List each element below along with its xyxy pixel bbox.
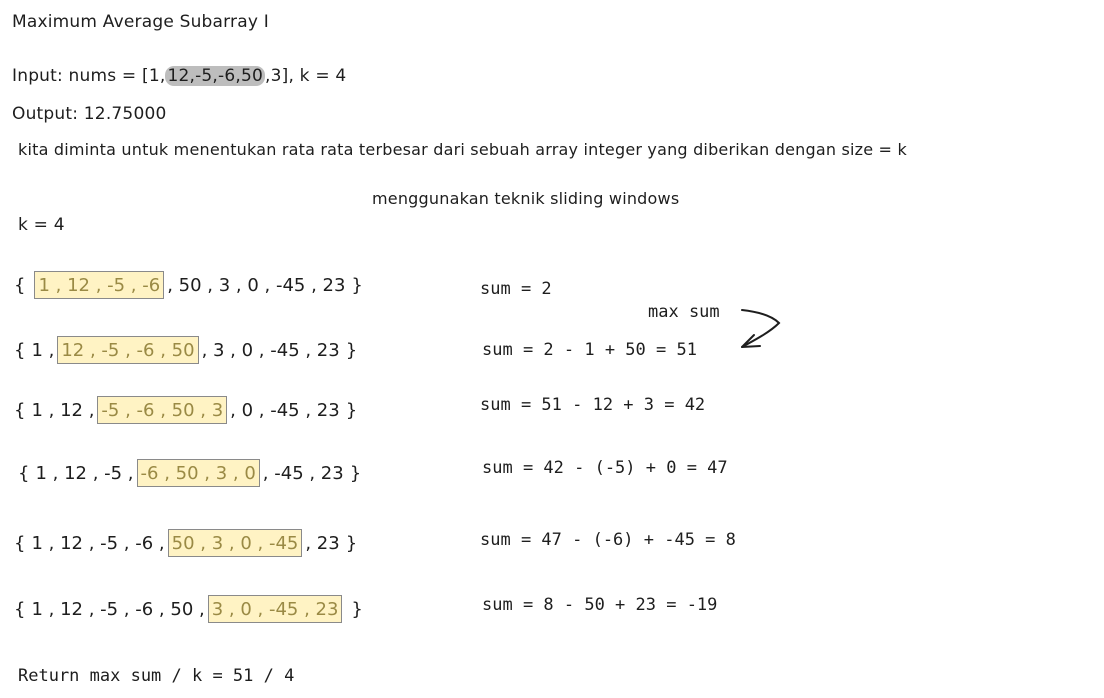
- sum-1: sum = 2: [480, 279, 552, 299]
- row-before: 1 , 12 , -5 , -6 , 50 ,: [31, 598, 205, 620]
- row-after: , 3 , 0 , -45 , 23: [201, 339, 340, 361]
- close-brace: }: [351, 598, 363, 620]
- input-left: 1,: [148, 66, 166, 86]
- sliding-window: 3 , 0 , -45 , 23: [208, 595, 343, 623]
- row-after: , 23: [305, 532, 340, 554]
- row-after: , -45 , 23: [262, 462, 344, 484]
- output-line: Output: 12.75000: [12, 104, 167, 124]
- open-brace: {: [18, 462, 30, 484]
- sliding-window: -5 , -6 , 50 , 3: [97, 396, 227, 424]
- row-before: 1 , 12 ,: [31, 399, 95, 421]
- max-sum-label: max sum: [648, 302, 720, 322]
- close-brace: }: [349, 462, 362, 484]
- description: kita diminta untuk menentukan rata rata terbesar dari sebuah array integer yang diberikan dengan size = k: [18, 140, 907, 159]
- sum-2: sum = 2 - 1 + 50 = 51: [482, 340, 697, 360]
- input-highlight: 12,-5,-6,50: [167, 66, 264, 86]
- sum-6: sum = 8 - 50 + 23 = -19: [482, 595, 718, 615]
- row-after: , 50 , 3 , 0 , -45 , 23: [167, 274, 346, 296]
- close-brace: }: [351, 274, 363, 296]
- close-brace: }: [345, 339, 358, 361]
- open-brace: {: [14, 399, 26, 421]
- close-brace: }: [345, 399, 358, 421]
- open-brace: {: [14, 532, 26, 554]
- sliding-window: 12 , -5 , -6 , 50: [57, 336, 198, 364]
- sliding-window: 50 , 3 , 0 , -45: [168, 529, 303, 557]
- sum-3: sum = 51 - 12 + 3 = 42: [480, 395, 706, 415]
- row-after: , 0 , -45 , 23: [230, 399, 340, 421]
- sliding-window: 1 , 12 , -5 , -6: [34, 271, 164, 299]
- k-label: k = 4: [18, 215, 65, 235]
- row-before: 1 ,: [31, 339, 55, 361]
- open-brace: {: [14, 598, 26, 620]
- row-before: 1 , 12 , -5 ,: [35, 462, 134, 484]
- open-brace: {: [14, 274, 26, 296]
- sum-4: sum = 42 - (-5) + 0 = 47: [482, 458, 728, 478]
- result-line: Return max sum / k = 51 / 4: [18, 666, 295, 686]
- sum-5: sum = 47 - (-6) + -45 = 8: [480, 530, 736, 550]
- input-right: ,3], k = 4: [265, 66, 347, 86]
- input-prefix: Input: nums = [: [12, 66, 149, 86]
- row-before: 1 , 12 , -5 , -6 ,: [31, 532, 165, 554]
- sliding-window: -6 , 50 , 3 , 0: [137, 459, 260, 487]
- close-brace: }: [345, 532, 358, 554]
- open-brace: {: [14, 339, 26, 361]
- page-title: Maximum Average Subarray I: [12, 12, 269, 32]
- technique-note: menggunakan teknik sliding windows: [372, 189, 680, 208]
